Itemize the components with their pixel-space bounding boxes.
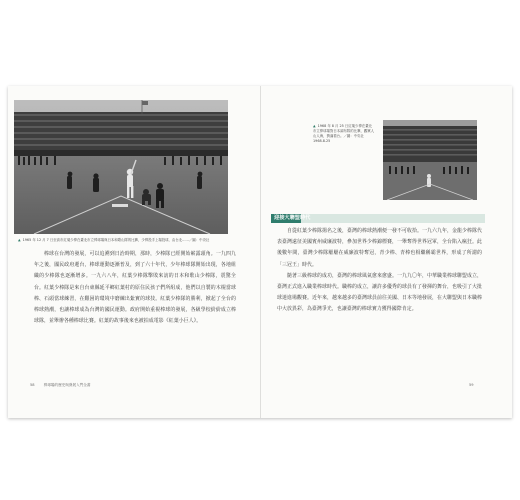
- paragraph: 隨著三級棒球的成功，臺灣的棒球風氣愈來愈盛。一九九〇年，中華職業棒球聯盟成立，臺灣正式進入職業棒球時代。職棒的成立，讓許多優秀的球員有了發揮的舞台，也吸引了大批球迷進場觀賽。近年來，越來越多的臺灣球員前往美國、日本等地發展，在大聯盟與日本職棒中大放異彩，為臺灣爭光，也讓臺灣的棒球實力獲得國際肯定。: [277, 272, 482, 313]
- thumb-caption-text: 1968 年 8 月 25 日紅葉少棒在臺北市立棒球場對日本調布隊的比賽，觀眾人山人海，擠滿看台。／圖：中央社 1968.8.25: [313, 124, 375, 143]
- right-body-text: [277, 226, 482, 316]
- stadium-crowd-photo: [383, 120, 477, 200]
- page-number: 59: [469, 383, 474, 387]
- baseball-game-illustration: [14, 100, 228, 234]
- section-title: 迎接大聯盟時代: [274, 215, 311, 221]
- right-page: [261, 86, 512, 418]
- left-footer: [30, 383, 90, 388]
- page-number: 58: [30, 383, 35, 387]
- photo-caption-text: 1965 年 12 月 7 日至高市紅葉少棒在臺北市立棒球場與日本和歌山隊的比賽，少棒投手上場投球，由台北……／圖：中央社: [22, 238, 210, 242]
- paragraph: 棒球在台灣的發展，可以追溯到日治時期，那時，少棒隊已經開始嶄露頭角。一九四九年之後，國民政府遷台，棒球運動逐漸普及，到了六十年代，少年棒球隊開始出現，各地組織的少棒隊也逐漸增多。一九六八年，紅葉少棒隊擊敗來訪的日本和歌山少棒隊，震驚全台。紅葉少棒隊是來自台東縣延平鄉紅葉村的原住民孩子們所組成，他們以自製的木棍當球棒、石頭當球練習，在艱困的環境中磨練出紮實的球技。紅葉少棒隊的勝利，掀起了全台的棒球熱潮，也讓棒球成為台灣的國民運動。政府開始重視棒球的發展，各級學校紛紛成立棒球隊，並舉辦各種棒球比賽。紅葉的故事後來也被拍成電影《紅葉小巨人》。: [34, 251, 236, 325]
- thumb-caption: [313, 124, 375, 144]
- caption-bullet-icon: ▲: [313, 124, 316, 128]
- baseball-game-photo: [14, 100, 228, 234]
- running-title: 棒球場的歷史與發展入門全書: [43, 383, 91, 387]
- stadium-crowd-illustration: [383, 120, 477, 200]
- book-spread: [8, 86, 512, 418]
- paragraph: 自從紅葉少棒隊揚名之後，臺灣的棒球熱潮便一發不可收拾。一九六九年，金龍少棒隊代表臺灣遠征美國賓州威廉波特，參加世界少棒錦標賽，一舉奪得世界冠軍，全台陷入瘋狂。此後數年間，臺灣少棒隊屢屢在威廉波特奪冠，青少棒、青棒也相繼稱霸世界，形成了所謂的「三冠王」時代。: [277, 228, 482, 268]
- left-body-text: [34, 249, 236, 327]
- photo-caption: [18, 238, 228, 243]
- section-heading-bar: [271, 214, 485, 223]
- caption-bullet-icon: ▲: [18, 238, 21, 242]
- right-footer: [469, 383, 474, 387]
- left-page: [8, 86, 260, 418]
